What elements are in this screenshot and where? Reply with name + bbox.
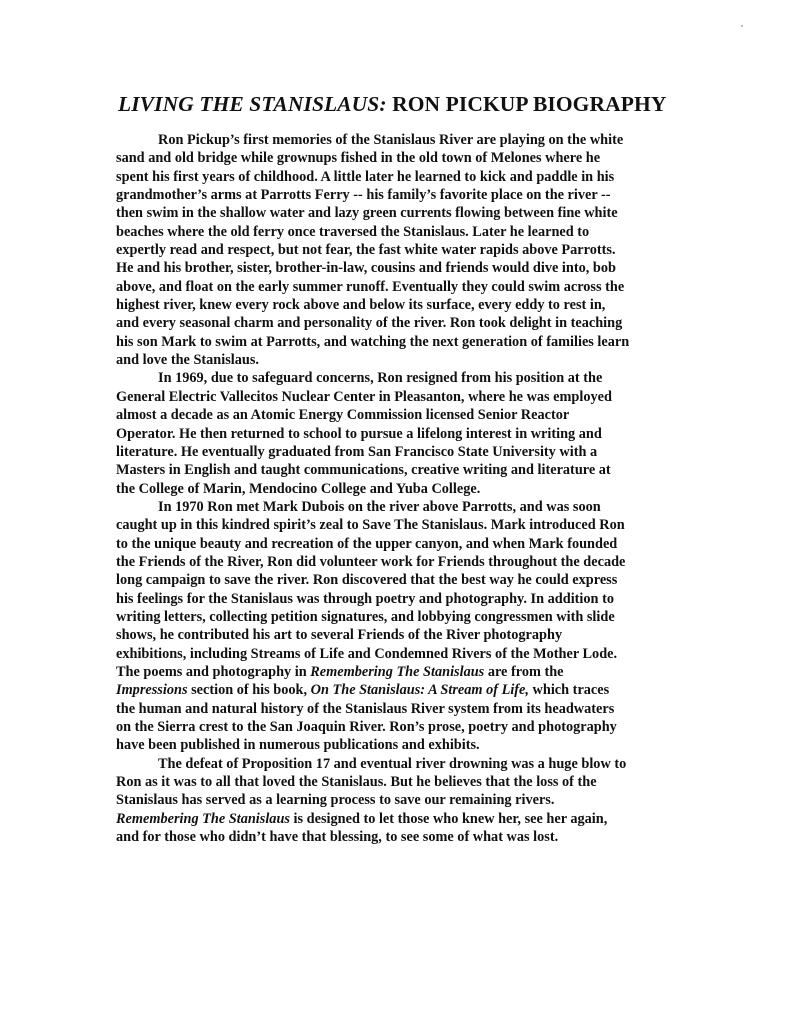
page-title (118, 92, 666, 117)
text-line (116, 241, 692, 259)
paragraph (116, 131, 692, 369)
text-run: shows, he contributed his art to several Friends of the River photography (116, 627, 563, 644)
text-run: The defeat of Proposition 17 and eventual river drowning was a huge blow to (158, 755, 627, 772)
text-line (116, 626, 692, 644)
text-run: the human and natural history of the Stanislaus River system from its headwaters (116, 700, 615, 717)
text-run: In 1970 Ron met Mark Dubois on the river above Parrotts, and was soon (158, 498, 601, 515)
text-run: General Electric Vallecitos Nuclear Center in Pleasanton, where he was employed (116, 388, 612, 405)
text-run: which traces (528, 682, 610, 699)
text-run: to the unique beauty and recreation of the upper canyon, and when Mark founded (116, 535, 618, 552)
text-run: long campaign to save the river. Ron discovered that the best way he could express (116, 572, 618, 589)
italic-title-text: Impressions (116, 682, 188, 699)
paragraph (116, 369, 692, 497)
text-run: Ron Pickup’s first memories of the Stanislaus River are playing on the white (158, 132, 624, 148)
text-run: then swim in the shallow water and lazy green currents flowing between fine white (116, 205, 618, 222)
text-line (116, 535, 692, 553)
scan-speck (741, 25, 743, 27)
text-run: Stanislaus has served as a learning process to save our remaining rivers. (116, 792, 555, 809)
text-run: and love the Stanislaus. (116, 352, 260, 369)
text-run: is designed to let those who knew her, see her again, (289, 810, 608, 827)
text-run: on the Sierra crest to the San Joaquin River. Ron’s prose, poetry and photography (116, 719, 617, 735)
text-line (116, 663, 692, 681)
text-line (116, 186, 692, 204)
text-line (116, 369, 692, 387)
text-run: writing letters, collecting petition signatures, and lobbying congressmen with slide (116, 608, 615, 625)
text-line (116, 810, 692, 828)
text-line (116, 443, 692, 461)
paragraph (116, 755, 692, 847)
text-line (116, 516, 692, 534)
text-line (116, 553, 692, 571)
text-run: are from the (484, 663, 564, 680)
text-run: He and his brother, sister, brother-in-law, cousins and friends would dive into, bob (116, 260, 616, 277)
text-line (116, 333, 692, 351)
text-line (116, 700, 692, 718)
text-line (116, 314, 692, 332)
text-run: expertly read and respect, but not fear, the fast white water rapids above Parrotts. (116, 242, 616, 259)
text-line (116, 736, 692, 754)
text-run: Ron as it was to all that loved the Stanislaus. But he believes that the loss of the (116, 774, 597, 791)
text-run: almost a decade as an Atomic Energy Commission licensed Senior Reactor (116, 407, 570, 424)
text-run: spent his first years of childhood. A little later he learned to kick and paddle in his (116, 168, 615, 185)
text-run: the Friends of the River, Ron did volunteer work for Friends throughout the decade (116, 553, 626, 570)
text-run: sand and old bridge while grownups fished in the old town of Melones where he (116, 150, 601, 167)
text-run: have been published in numerous publications and exhibits. (116, 737, 480, 754)
text-run: and every seasonal charm and personality of the river. Ron took delight in teaching (116, 315, 623, 332)
text-line (116, 590, 692, 608)
text-run: Operator. He then returned to school to pursue a lifelong interest in writing and (116, 425, 602, 442)
text-line (116, 259, 692, 277)
text-line (116, 608, 692, 626)
text-run: The poems and photography in (116, 663, 311, 680)
text-line (116, 425, 692, 443)
text-line (116, 149, 692, 167)
italic-title-text: Remembering The Stanislaus (310, 663, 485, 680)
text-run: section of his book, (187, 682, 311, 699)
text-line (116, 461, 692, 479)
text-line (116, 571, 692, 589)
text-run: In 1969, due to safeguard concerns, Ron resigned from his position at the (158, 370, 603, 387)
text-line (116, 791, 692, 809)
title-italic-part: LIVING THE STANISLAUS: (118, 92, 387, 116)
text-run: beaches where the old ferry once traversed the Stanislaus. Later he learned to (116, 223, 590, 240)
text-run: exhibitions, including Streams of Life and Condemned Rivers of the Mother Lode. (116, 645, 618, 662)
text-run: highest river, knew every rock above and below its surface, every eddy to rest in, (116, 297, 606, 314)
text-line (116, 351, 692, 369)
text-line (116, 498, 692, 516)
text-run: caught up in this kindred spirit’s zeal to Save The Stanislaus. Mark introduced Ron (116, 517, 625, 534)
text-line (116, 406, 692, 424)
text-line (116, 296, 692, 314)
text-run: Masters in English and taught communications, creative writing and literature at (116, 462, 611, 479)
italic-title-text: Remembering The Stanislaus (116, 810, 290, 827)
text-run: his feelings for the Stanislaus was through poetry and photography. In addition to (116, 590, 614, 607)
text-line (116, 773, 692, 791)
text-run: above, and float on the early summer runoff. Eventually they could swim across the (116, 278, 625, 295)
paragraph (116, 498, 692, 755)
text-line (116, 278, 692, 296)
text-run: literature. He eventually graduated from San Francisco State University with a (116, 443, 598, 460)
biography-body (116, 131, 692, 846)
text-run: grandmother’s arms at Parrotts Ferry -- his family’s favorite place on the river -- (116, 187, 611, 204)
text-run: his son Mark to swim at Parrotts, and watching the next generation of families learn (116, 333, 630, 350)
text-run: the College of Marin, Mendocino College and Yuba College. (116, 480, 481, 497)
text-line (116, 755, 692, 773)
text-line (116, 131, 692, 149)
text-line (116, 480, 692, 498)
text-line (116, 204, 692, 222)
text-line (116, 388, 692, 406)
title-rest-part: RON PICKUP BIOGRAPHY (386, 92, 667, 116)
text-line (116, 718, 692, 736)
italic-title-text: On The Stanislaus: A Stream of Life, (310, 682, 529, 699)
text-line (116, 645, 692, 663)
text-line (116, 681, 692, 699)
text-line (116, 168, 692, 186)
text-line (116, 828, 692, 846)
text-line (116, 223, 692, 241)
text-run: and for those who didn’t have that blessing, to see some of what was lost. (116, 829, 559, 846)
